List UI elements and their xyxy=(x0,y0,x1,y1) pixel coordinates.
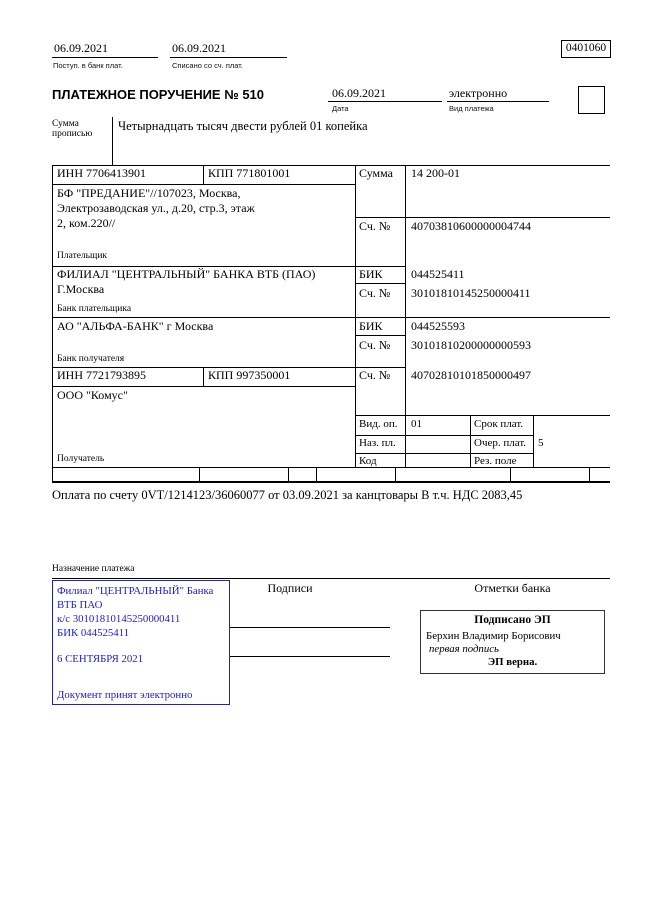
op-kind-caption: Вид. оп. xyxy=(359,418,398,430)
grid-line xyxy=(203,165,204,184)
payee-bank-bik: 044525593 xyxy=(411,319,465,333)
payer-name-line: 2, ком.220// xyxy=(57,216,116,230)
payer-caption: Плательщик xyxy=(57,251,108,261)
debited-from-account-caption: Списано со сч. плат. xyxy=(172,61,243,70)
stamp-date-line: 6 СЕНТЯБРЯ 2021 xyxy=(57,653,144,665)
payee-bank-name: АО "АЛЬФА-БАНК" г Москва xyxy=(57,319,214,333)
payment-purpose-text: Оплата по счету 0VT/1214123/36060077 от 03.09.2021 за канцтовары В т.ч. НДС 2083,45 xyxy=(52,488,523,502)
payer-name-line: БФ "ПРЕДАНИЕ"//107023, Москва, xyxy=(57,186,241,200)
payment-kind-caption: Вид платежа xyxy=(449,104,494,113)
strip-divider xyxy=(288,467,289,481)
grid-line xyxy=(470,415,471,467)
payer-bank-account-caption: Сч. № xyxy=(359,286,391,300)
payee-bank-caption: Банк получателя xyxy=(57,354,125,364)
ep-signer-name: Берхин Владимир Борисович xyxy=(426,630,561,642)
document-title: ПЛАТЕЖНОЕ ПОРУЧЕНИЕ № 510 xyxy=(52,87,265,102)
payer-bank-bik-caption: БИК xyxy=(359,267,383,281)
purpose-code-caption: Наз. пл. xyxy=(359,437,396,449)
payer-inn: ИНН 7706413901 xyxy=(57,166,146,180)
grid-line xyxy=(355,453,533,454)
bank-stamp xyxy=(52,580,230,705)
grid-line xyxy=(405,165,406,467)
purpose-separator-line xyxy=(52,578,610,579)
bank-marks-heading: Отметки банка xyxy=(474,581,551,595)
grid-line xyxy=(355,283,405,284)
received-in-bank-date-field: 06.09.2021 xyxy=(52,41,158,58)
payee-inn: ИНН 7721793895 xyxy=(57,368,146,382)
payee-account-caption: Сч. № xyxy=(359,368,391,382)
res-field-caption: Рез. поле xyxy=(474,455,517,467)
payee-kpp: КПП 997350001 xyxy=(208,368,291,382)
ep-verified: ЭП верна. xyxy=(487,656,538,668)
payer-bank-name-line: Г.Москва xyxy=(57,282,105,296)
amount-words-divider xyxy=(112,117,113,165)
pay-order-caption: Очер. плат. xyxy=(474,437,527,449)
payee-bank-account-caption: Сч. № xyxy=(359,338,391,352)
strip-divider xyxy=(316,467,317,481)
signature-line xyxy=(230,656,390,657)
document-date-field: 06.09.2021 xyxy=(328,86,442,102)
grid-line xyxy=(355,217,610,218)
payment-kind-field: электронно xyxy=(447,86,549,102)
strip-divider xyxy=(589,467,590,481)
payer-status-box xyxy=(578,86,605,114)
sum-caption: Сумма xyxy=(359,166,393,180)
payer-name-line: Электрозаводская ул., д.20, стр.3, этаж xyxy=(57,201,255,215)
grid-line xyxy=(52,386,355,387)
stamp-line: к/с 30101810145250000411 xyxy=(57,613,181,625)
form-code-box: 0401060 xyxy=(561,40,611,58)
grid-line xyxy=(355,435,533,436)
strip-divider xyxy=(199,467,200,481)
ep-title: Подписано ЭП xyxy=(474,614,551,626)
payee-bank-bik-caption: БИК xyxy=(359,319,383,333)
pay-order-value: 5 xyxy=(538,437,544,449)
strip-divider xyxy=(395,467,396,481)
op-kind-value: 01 xyxy=(411,418,422,430)
grid-line xyxy=(355,335,405,336)
grid-line xyxy=(355,165,356,467)
grid-line xyxy=(533,415,534,467)
payee-name: ООО "Комус" xyxy=(57,388,128,402)
payee-bank-account: 30101810200000000593 xyxy=(411,338,531,352)
amount-in-words-caption: Сумма прописью xyxy=(52,119,93,140)
grid-line xyxy=(203,367,204,386)
grid-line xyxy=(355,415,610,416)
stamp-accepted-line: Документ принят электронно xyxy=(57,689,193,701)
stamp-line: БИК 044525411 xyxy=(57,627,130,639)
payer-kpp: КПП 771801001 xyxy=(208,166,291,180)
payment-purpose-caption: Назначение платежа xyxy=(52,564,135,574)
payer-bank-account: 30101810145250000411 xyxy=(411,286,531,300)
strip-divider xyxy=(510,467,511,481)
code-caption: Код xyxy=(359,455,377,467)
received-in-bank-caption: Поступ. в банк плат. xyxy=(53,61,123,70)
payer-bank-caption: Банк плательщика xyxy=(57,304,132,314)
stamp-line: Филиал "ЦЕНТРАЛЬНЫЙ" Банка xyxy=(57,585,214,597)
signature-line xyxy=(230,627,390,628)
payer-account-number: 40703810600000004744 xyxy=(411,219,531,233)
grid-line xyxy=(52,184,355,185)
grid-line xyxy=(52,317,610,318)
payer-account-caption: Сч. № xyxy=(359,219,391,233)
grid-line xyxy=(52,467,610,468)
table-bottom-border xyxy=(52,481,610,483)
debited-from-account-date-field: 06.09.2021 xyxy=(170,41,287,58)
electronic-signature-box xyxy=(420,610,605,674)
payer-bank-bik: 044525411 xyxy=(411,267,465,281)
signatures-heading: Подписи xyxy=(267,581,313,595)
document-date-caption: Дата xyxy=(332,104,349,113)
payee-account-number: 40702810101850000497 xyxy=(411,368,531,382)
amount-in-words-value: Четырнадцать тысяч двести рублей 01 копейка xyxy=(118,119,368,133)
pay-term-caption: Срок плат. xyxy=(474,418,524,430)
table-left-border xyxy=(52,165,53,483)
sum-value: 14 200-01 xyxy=(411,166,460,180)
payer-bank-name-line: ФИЛИАЛ "ЦЕНТРАЛЬНЫЙ" БАНКА ВТБ (ПАО) xyxy=(57,267,316,281)
stamp-line: ВТБ ПАО xyxy=(57,599,103,611)
ep-signature-kind: первая подпись xyxy=(429,643,499,655)
payee-caption: Получатель xyxy=(57,454,105,464)
